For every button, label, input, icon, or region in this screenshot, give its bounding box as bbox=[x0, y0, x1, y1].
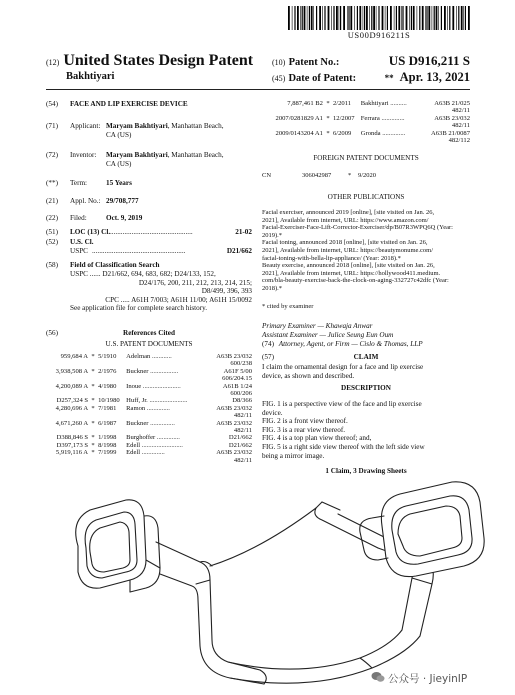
publication-line: facial-toning-with-bella-lip-appliance/ (Year: 2018).* bbox=[262, 254, 401, 262]
barcode-bar bbox=[396, 6, 397, 30]
reference-row bbox=[46, 420, 252, 427]
references-cited-heading: (56) References Cited U.S. PATENT DOCUMENTS bbox=[46, 329, 193, 348]
us-cl-field: (52) U.S. Cl. USPC .................................................... D21/662 bbox=[46, 238, 252, 255]
description-line: FIG. 3 is a rear view thereof. bbox=[262, 425, 346, 434]
barcode-bar bbox=[322, 6, 323, 30]
reference-cell: D397,173 S bbox=[56, 441, 89, 449]
reference-cell: Ramon .............. bbox=[126, 404, 170, 412]
reference-row bbox=[262, 100, 470, 107]
reference-row bbox=[46, 442, 252, 449]
claim-text: I claim the ornamental design for a face and lip exercise device, as shown and described. bbox=[262, 363, 424, 380]
barcode-bar bbox=[302, 6, 303, 30]
barcode-bar bbox=[447, 6, 448, 30]
barcode-bar bbox=[348, 6, 349, 30]
reference-row bbox=[46, 457, 252, 464]
publication-line: 2021], Available from internet, URL: https://beautymonume.com/ bbox=[262, 246, 434, 254]
reference-cell: 600/206 bbox=[230, 390, 252, 398]
reference-cell: Edell .............. bbox=[126, 449, 165, 457]
reference-cell: A61B 1/24 bbox=[222, 382, 252, 390]
barcode-bar bbox=[336, 6, 338, 30]
reference-cell bbox=[88, 457, 98, 464]
watermark-text: 公众号 · JieyinIP bbox=[388, 673, 468, 685]
publication-line: Facial exerciser, announced 2019 [online], [site visited on Jan. 26, bbox=[262, 209, 435, 216]
reference-cell: A63B 23/032 bbox=[216, 419, 252, 427]
barcode-bar bbox=[394, 6, 395, 30]
reference-cell bbox=[88, 375, 98, 382]
reference-cell bbox=[98, 375, 126, 382]
reference-cell bbox=[333, 122, 361, 129]
reference-cell bbox=[262, 107, 323, 114]
assistant-examiner: Assistant Examiner — Julice Seung Eun Oum bbox=[262, 331, 394, 339]
reference-cell: * bbox=[91, 419, 95, 427]
barcode-bar bbox=[331, 6, 332, 30]
reference-row bbox=[262, 130, 470, 137]
barcode-number: US00D916211S bbox=[347, 30, 411, 40]
reference-cell bbox=[323, 137, 333, 144]
reference-cell: 7,887,461 B2 bbox=[287, 100, 323, 107]
barcode-bar bbox=[468, 6, 470, 30]
barcode-bar bbox=[319, 6, 321, 30]
reference-cell bbox=[98, 390, 126, 397]
reference-cell: * bbox=[91, 397, 95, 405]
reference-cell: 4,200,089 A bbox=[55, 382, 89, 390]
wechat-icon bbox=[371, 671, 385, 683]
reference-cell: 3,938,508 A bbox=[55, 367, 89, 375]
attorney-line: (74) Attorney, Agent, or Firm — Cislo & Thomas, LLP bbox=[262, 340, 423, 348]
cited-by-examiner: * cited by examiner bbox=[262, 303, 314, 310]
barcode-bar bbox=[425, 6, 426, 30]
reference-cell: 959,684 A bbox=[60, 353, 89, 360]
reference-cell: D21/662 bbox=[228, 441, 252, 449]
barcode-bar bbox=[428, 6, 430, 30]
reference-cell: D8/366 bbox=[232, 397, 252, 405]
barcode-bar bbox=[413, 6, 415, 30]
reference-cell: * bbox=[91, 367, 95, 375]
barcode-bar bbox=[387, 6, 388, 30]
barcode-bar bbox=[426, 6, 427, 30]
reference-cell: Bakhtiyari .......... bbox=[360, 100, 407, 107]
barcode-bar bbox=[406, 6, 408, 30]
reference-cell: Ferrara .............. bbox=[360, 114, 405, 122]
reference-cell bbox=[46, 360, 88, 367]
barcode-bar bbox=[311, 6, 313, 30]
barcode-bar bbox=[300, 6, 301, 30]
publication-line: Facial toning, announced 2018 [online], [site visited on Jan. 26, bbox=[262, 239, 428, 247]
right-column: 7,887,461 B2 * 2/2011 Bakhtiyari .......... A63B 21/025 482/11 2007/0281829 A1 * 12/2007 Ferrara .............. A63B 23/032 482/11 2009/0143204 A1 * 6/2009 Gronda .............. A63B 21/0087 482/112 FOREIGN PATENT DOCUMENTS CN 306042987 * 9/2020 OTHER PUBLICATIONS Facial exerciser, announced 2019 [online], [site visited on Jan. 26, 2021], Available from internet, URL: https://www.amazon.com/ Facial-Exerciser-Face-Lift-Corrector-Exerciser/dp/B07R3WPQ6Q (Year: 2019).* Facial toning, announced 2018 [online], [site visited on Jan. 26, 2021], Available from internet, URL: https://beautymonume.com/ facial-toning-with-bella-lip-appliance/ (Year: 2018).* Beauty exercise, announced 2018 [online], [site visited on Jan. 26, 2021], Available from internet, URL: https://hollywood411.medium. com/bla-beauty-exercise-back-the-clock-on-aging-332727c42dfc (Year: 2018).* * cited by examiner Primary Examiner — Khawaja Anwar Assistant Examiner — Julice Seung Eun Oum (74) Attorney, Agent, or Firm — Cislo & Thomas, LLP (57) CLAIM I claim the ornamental design for a face and lip exercise device, as shown and described. DESCRIPTION FIG. 1 is a perspective view of the face and lip exercise device. FIG. 2 is a front view thereof. FIG. 3 is a rear view thereof. FIG. 4 is a top plan view thereof; and, FIG. 5 is a right side view thereof with the left side view being a mirror image. 1 Claim, 3 Drawing Sheets bbox=[262, 100, 470, 475]
reference-cell: A63B 23/032 bbox=[216, 449, 252, 457]
barcode-bar bbox=[354, 6, 355, 30]
barcode-bar bbox=[419, 6, 420, 30]
description-line: FIG. 4 is a top plan view thereof; and, bbox=[262, 434, 372, 443]
reference-cell: 482/11 bbox=[233, 427, 252, 435]
reference-cell bbox=[98, 427, 126, 434]
barcode-bar bbox=[350, 6, 352, 30]
barcode bbox=[288, 6, 470, 30]
reference-cell: * bbox=[91, 449, 95, 457]
inventor-surname: Bakhtiyari bbox=[66, 71, 115, 82]
barcode-bar bbox=[441, 6, 442, 30]
reference-cell bbox=[126, 360, 205, 367]
date-marker: ** bbox=[384, 73, 394, 83]
reference-cell bbox=[46, 457, 88, 464]
description-line: being a mirror image. bbox=[262, 451, 325, 460]
reference-cell: 8/1998 bbox=[98, 441, 117, 449]
barcode-bar bbox=[313, 6, 314, 30]
reference-cell: * bbox=[326, 114, 330, 122]
reference-cell: D257,324 S bbox=[56, 397, 89, 405]
publication-line: 2018).* bbox=[262, 284, 283, 292]
barcode-bar bbox=[385, 6, 386, 30]
reference-cell bbox=[88, 390, 98, 397]
barcode-bar bbox=[401, 6, 402, 30]
reference-cell: 600/238 bbox=[230, 360, 252, 368]
reference-cell: 4/1980 bbox=[98, 382, 117, 390]
reference-cell: D21/662 bbox=[228, 434, 252, 442]
reference-cell bbox=[361, 107, 420, 114]
barcode-bar bbox=[411, 6, 412, 30]
barcode-bar bbox=[297, 6, 299, 30]
reference-row bbox=[262, 122, 470, 129]
reference-cell bbox=[333, 137, 361, 144]
publication-line: 2019).* bbox=[262, 231, 283, 239]
reference-cell bbox=[126, 390, 205, 397]
reference-cell: Gronda .............. bbox=[360, 129, 406, 137]
barcode-bar bbox=[339, 6, 340, 30]
barcode-bar bbox=[402, 6, 403, 30]
reference-cell bbox=[323, 122, 333, 129]
publication-line: com/bla-beauty-exercise-back-the-clock-on-aging-332727c42dfc (Year: bbox=[262, 277, 449, 285]
reference-cell: 6/1987 bbox=[98, 419, 117, 427]
reference-cell: 2007/0281829 A1 bbox=[275, 114, 323, 122]
publication-line: Facial-Exerciser-Face-Lift-Corrector-Exerciser/dp/B07R3WPQ6Q (Year: bbox=[262, 224, 453, 232]
barcode-bar bbox=[357, 6, 358, 30]
patent-number-line: (10) Patent No.: US D916,211 S bbox=[272, 53, 470, 68]
other-publications bbox=[262, 209, 470, 293]
description-line: FIG. 1 is a perspective view of the face and lip exercise bbox=[262, 400, 422, 408]
barcode-bar bbox=[307, 6, 308, 30]
barcode-bar bbox=[449, 6, 450, 30]
reference-row bbox=[262, 115, 470, 122]
reference-row bbox=[46, 383, 252, 390]
reference-cell: D388,846 S bbox=[56, 434, 89, 442]
reference-cell: Buckner ................. bbox=[126, 367, 179, 375]
barcode-bar bbox=[432, 6, 433, 30]
reference-cell: 482/11 bbox=[451, 107, 470, 115]
barcode-bar bbox=[363, 6, 364, 30]
reference-cell: 482/11 bbox=[451, 122, 470, 130]
reference-cell bbox=[98, 412, 126, 419]
barcode-bar bbox=[398, 6, 400, 30]
reference-cell bbox=[361, 122, 420, 129]
reference-cell: A63B 21/0087 bbox=[430, 129, 470, 137]
description-text bbox=[262, 400, 470, 460]
barcode-bar bbox=[347, 6, 348, 30]
description-line: device. bbox=[262, 408, 283, 417]
reference-cell bbox=[333, 107, 361, 114]
reference-cell bbox=[46, 412, 88, 419]
barcode-bar bbox=[343, 6, 345, 30]
reference-cell: Edell ......................... bbox=[126, 441, 183, 449]
reference-cell: 12/2007 bbox=[332, 114, 355, 122]
reference-cell bbox=[46, 427, 88, 434]
barcode-bar bbox=[436, 6, 438, 30]
reference-cell: Huff, Jr. ....................... bbox=[126, 397, 188, 405]
reference-cell: * bbox=[91, 404, 95, 412]
patent-number: US D916,211 S bbox=[388, 53, 470, 68]
reference-cell: 10/1980 bbox=[98, 397, 120, 405]
barcode-bar bbox=[422, 6, 424, 30]
barcode-bar bbox=[376, 6, 377, 30]
patent-date: Apr. 13, 2021 bbox=[399, 70, 470, 84]
barcode-bar bbox=[444, 6, 446, 30]
barcode-bar bbox=[390, 6, 392, 30]
barcode-bar bbox=[378, 6, 379, 30]
reference-cell: A63B 23/032 bbox=[434, 114, 470, 122]
reference-cell: Burghoffer .............. bbox=[126, 434, 180, 442]
reference-cell: 1/1998 bbox=[98, 434, 117, 442]
barcode-bar bbox=[309, 6, 310, 30]
reference-cell: A63B 23/032 bbox=[216, 404, 252, 412]
barcode-bar bbox=[316, 6, 317, 30]
reference-cell bbox=[98, 457, 126, 464]
barcode-bar bbox=[417, 6, 418, 30]
reference-cell bbox=[361, 137, 420, 144]
reference-cell: * bbox=[326, 100, 330, 107]
description-heading: DESCRIPTION bbox=[341, 384, 391, 392]
reference-cell: Buckner ............... bbox=[126, 419, 175, 427]
barcode-bar bbox=[465, 6, 466, 30]
reference-cell bbox=[88, 412, 98, 419]
reference-cell: 7/1999 bbox=[98, 449, 117, 457]
reference-cell: 4,671,260 A bbox=[55, 419, 89, 427]
claims-summary: 1 Claim, 3 Drawing Sheets bbox=[325, 467, 407, 475]
reference-row bbox=[46, 434, 252, 441]
reference-cell: * bbox=[91, 353, 95, 360]
us-references-list bbox=[46, 353, 252, 464]
reference-row bbox=[46, 368, 252, 375]
barcode-bar bbox=[340, 6, 341, 30]
barcode-bar bbox=[461, 6, 463, 30]
reference-row bbox=[46, 397, 252, 404]
barcode-bar bbox=[463, 6, 464, 30]
barcode-bar bbox=[359, 6, 361, 30]
reference-cell: Inoue ....................... bbox=[126, 382, 181, 390]
reference-cell: 6/2009 bbox=[332, 129, 352, 137]
reference-row bbox=[46, 449, 252, 456]
reference-cell bbox=[126, 457, 205, 464]
reference-cell: 2/1976 bbox=[98, 367, 117, 375]
reference-cell bbox=[262, 137, 323, 144]
reference-cell bbox=[98, 360, 126, 367]
barcode-bar bbox=[294, 6, 295, 30]
header-rule bbox=[46, 89, 470, 90]
barcode-bar bbox=[371, 6, 372, 30]
reference-row bbox=[262, 137, 470, 144]
barcode-bar bbox=[434, 6, 435, 30]
reference-cell: * bbox=[91, 382, 95, 390]
reference-cell: * bbox=[326, 129, 330, 137]
reference-cell: 4,280,696 A bbox=[55, 404, 89, 412]
other-publications-heading: OTHER PUBLICATIONS bbox=[327, 193, 405, 201]
reference-cell bbox=[126, 427, 205, 434]
barcode-bar bbox=[456, 6, 457, 30]
reference-cell bbox=[262, 122, 323, 129]
device-drawing bbox=[60, 480, 490, 688]
barcode-bar bbox=[373, 6, 375, 30]
reference-cell: 606/204.15 bbox=[222, 375, 252, 383]
barcode-bar bbox=[438, 6, 439, 30]
reference-cell: 2/2011 bbox=[332, 100, 352, 107]
reference-cell bbox=[126, 412, 205, 419]
primary-examiner: Primary Examiner — Khawaja Anwar bbox=[262, 322, 373, 330]
reference-cell: * bbox=[91, 434, 95, 442]
reference-row bbox=[46, 375, 252, 382]
reference-row bbox=[46, 412, 252, 419]
reference-row bbox=[46, 360, 252, 367]
reference-cell: 482/11 bbox=[233, 412, 252, 420]
patent-date-line: (45) Date of Patent: ** Apr. 13, 2021 bbox=[272, 70, 470, 84]
description-line: FIG. 2 is a front view thereof. bbox=[262, 417, 348, 426]
barcode-bar bbox=[452, 6, 454, 30]
barcode-bar bbox=[409, 6, 410, 30]
reference-cell bbox=[46, 390, 88, 397]
publication-line: 2021], Available from internet, URL: https://www.amazon.com/ bbox=[262, 216, 429, 224]
publication-line: Beauty exercise, announced 2018 [online], [site visited on Jan. 26, bbox=[262, 262, 435, 270]
barcode-bar bbox=[369, 6, 370, 30]
reference-cell bbox=[46, 375, 88, 382]
barcode-bar bbox=[366, 6, 368, 30]
reference-cell: 482/112 bbox=[448, 137, 470, 145]
barcode-bar bbox=[382, 6, 384, 30]
barcode-bar bbox=[364, 6, 365, 30]
foreign-patent-heading: FOREIGN PATENT DOCUMENTS bbox=[313, 154, 419, 162]
reference-row bbox=[46, 427, 252, 434]
barcode-bar bbox=[288, 6, 290, 30]
reference-cell: 5/1910 bbox=[98, 353, 117, 360]
reference-cell: 482/11 bbox=[233, 456, 252, 464]
barcode-bar bbox=[458, 6, 459, 30]
reference-cell bbox=[323, 107, 333, 114]
us-references-continued bbox=[262, 100, 470, 144]
reference-row bbox=[46, 353, 252, 360]
reference-cell: 7/1981 bbox=[98, 404, 117, 412]
reference-cell: * bbox=[91, 441, 95, 449]
reference-cell bbox=[88, 360, 98, 367]
barcode-bar bbox=[324, 6, 325, 30]
barcode-bar bbox=[333, 6, 334, 30]
barcode-bar bbox=[328, 6, 330, 30]
document-type: (12) United States Design Patent bbox=[46, 52, 254, 69]
reference-cell: 2009/0143204 A1 bbox=[275, 129, 323, 137]
reference-row bbox=[46, 390, 252, 397]
barcode-bar bbox=[304, 6, 306, 30]
description-line: FIG. 5 is a right side view thereof with the left side view bbox=[262, 442, 425, 451]
barcode-bar bbox=[292, 6, 293, 30]
reference-row bbox=[46, 405, 252, 412]
claim-heading: (57) CLAIM bbox=[262, 353, 379, 361]
reference-cell: 5,919,116 A bbox=[55, 449, 89, 457]
reference-cell: Adelman ............ bbox=[126, 353, 172, 360]
left-column: (54) FACE AND LIP EXERCISE DEVICE (71) Applicant: Maryam Bakhtiyari, Manhattan Beach, CA (US) (72) Inventor: Maryam Bakhtiyari, Manhattan Beach, CA (US) (**) Term: 15 Years (21) Appl. No.: 29/708,777 (22) Filed: Oct. 9, 2019 (51) LOC (13) Cl. .............................................. 21-02 (52) U.S. Cl. USPC .................................................... D21/662 (58) Field of Classification Search USPC ...... D21/662, 694, 683, 682; D24/133, 152, D24/176, 200, 211, 212, 213, 214, 215; D8/499, 396, 393 CPC ..... A61H 7/003; A61H 11/00; A61H 15/0092 See application file for complete search history. (56) References Cited U.S. PATENT DOCUMENTS 959,684 A * 5/1910 Adelman ............ A63B 23/032 600/238 3,938,508 A * 2/1976 Buckner ................. A61F 5/00 606/204.15 4,200,089 A * 4/1980 Inoue ....................... A61B 1/24 600/206 D257,324 S * 10/1980 Huff, Jr. ....................... D8/366 4,280,696 A * 7/1981 Ramon .............. A63B 23/032 482/11 4,671,260 A * 6/1987 Buckner ............... A63B 23/032 482/11 D388,846 S * 1/1998 Burghoffer .............. D21/662 D397,173 S * 8/1998 Edell ......................... D21/662 5,919,116 A * 7/1999 Edell .............. A63B 23/032 482/11 bbox=[46, 100, 252, 464]
reference-cell bbox=[126, 375, 205, 382]
reference-cell: A63B 21/025 bbox=[434, 100, 470, 107]
reference-cell: A63B 23/032 bbox=[216, 353, 252, 360]
publication-line: 2021], Available from internet, URL: https://hollywood411.medium. bbox=[262, 269, 441, 277]
reference-cell: A61F 5/00 bbox=[223, 367, 252, 375]
reference-cell bbox=[88, 427, 98, 434]
reference-row bbox=[262, 107, 470, 114]
